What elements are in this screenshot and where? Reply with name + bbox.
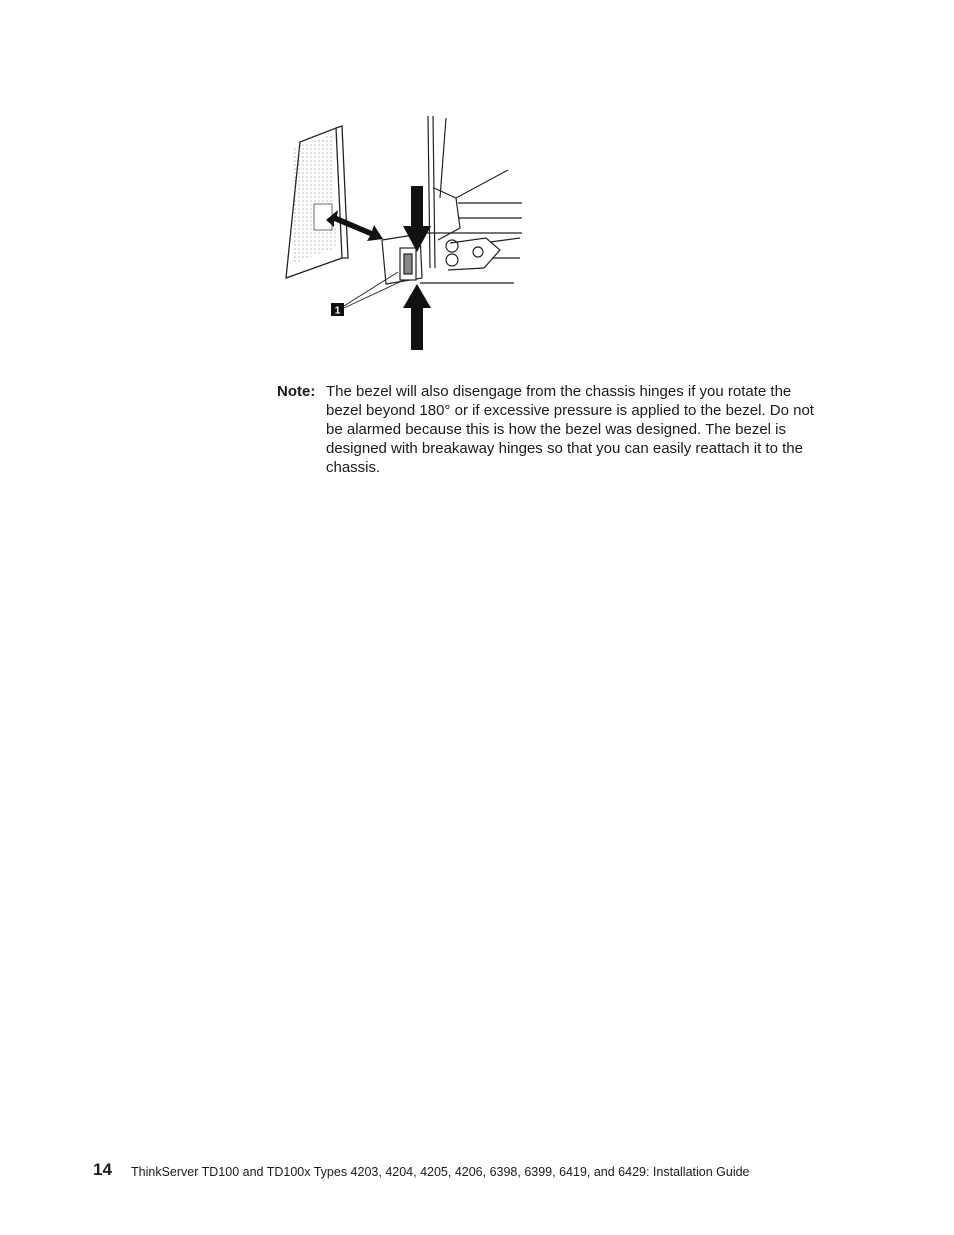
callout-label: 1 [334,305,341,317]
footer-title: ThinkServer TD100 and TD100x Types 4203, 4204, 4205, 4206, 6398, 6399, 6419, and 6429: Installation Guide [131,1165,750,1179]
note-text: The bezel will also disengage from the chassis hinges if you rotate the bezel beyond 180° or if excessive pressure is applied to the bezel. Do not be alarmed because this is how the bezel was designed. The bezel is designed with breakaway hinges so that you can easily reattach it to the chassis. [326,383,814,476]
up-arrow-icon [403,284,431,350]
page-number: 14 [93,1160,112,1179]
bezel-hinge-illustration [270,108,530,358]
note-label: Note: [277,383,316,400]
bezel-panel [286,126,348,278]
chassis-edge [420,116,522,283]
